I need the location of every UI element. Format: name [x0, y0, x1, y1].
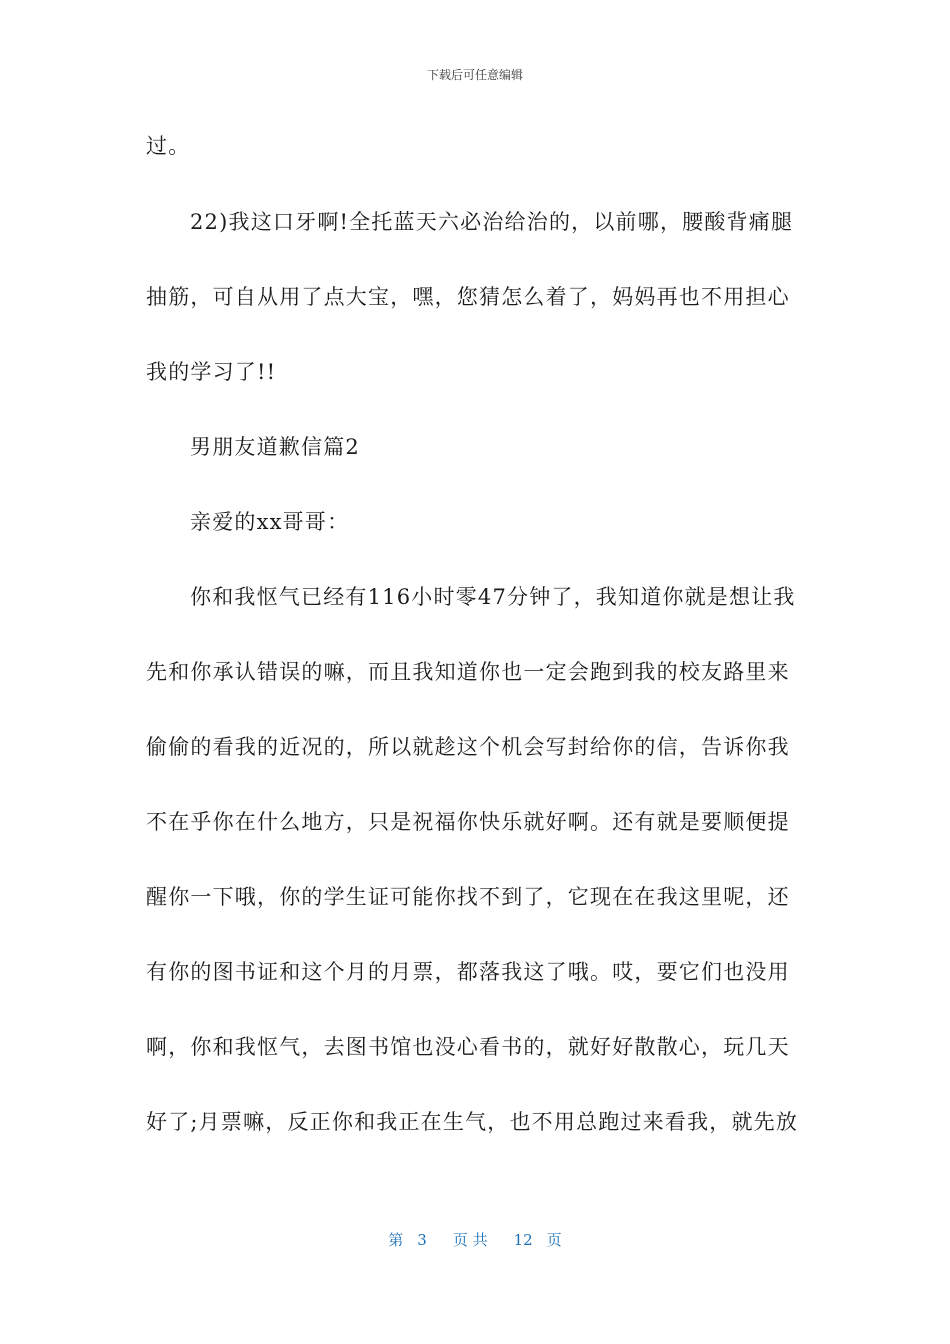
- footer-label-of: 页 共: [452, 1231, 488, 1249]
- text-line: 好了;月票嘛，反正你和我正在生气，也不用总跑过来看我，就先放: [146, 1110, 799, 1134]
- page-header: 下载后可任意编辑: [426, 68, 523, 82]
- page-footer: [0, 1229, 950, 1250]
- footer-label-pages: 页: [546, 1231, 562, 1249]
- text-line: 过。: [146, 134, 191, 158]
- text-line: 不在乎你在什么地方，只是祝福你快乐就好啊。还有就是要顺便提: [146, 810, 790, 834]
- current-page-number: 3: [417, 1231, 427, 1249]
- text-line: 我的学习了!!: [146, 360, 277, 384]
- text-line: 偷偷的看我的近况的，所以就趁这个机会写封给你的信，告诉你我: [146, 735, 790, 759]
- salutation: 亲爱的xx哥哥：: [190, 510, 350, 534]
- section-heading: 男朋友道歉信篇2: [190, 435, 360, 459]
- text-line: 醒你一下哦，你的学生证可能你找不到了，它现在在我这里呢，还: [146, 885, 790, 909]
- text-line: 抽筋，可自从用了点大宝，嘿，您猜怎么着了，妈妈再也不用担心: [146, 285, 790, 309]
- text-line: 啊，你和我怄气，去图书馆也没心看书的，就好好散散心，玩几天: [146, 1035, 790, 1059]
- text-line: 你和我怄气已经有116小时零47分钟了，我知道你就是想让我: [190, 585, 796, 609]
- text-line: 22)我这口牙啊!全托蓝天六必治给治的，以前哪，腰酸背痛腿: [190, 210, 794, 234]
- text-line: 有你的图书证和这个月的月票，都落我这了哦。哎，要它们也没用: [146, 960, 790, 984]
- footer-label-page: 第: [388, 1231, 404, 1249]
- text-line: 先和你承认错误的嘛，而且我知道你也一定会跑到我的校友路里来: [146, 660, 790, 684]
- total-pages-number: 12: [513, 1231, 533, 1249]
